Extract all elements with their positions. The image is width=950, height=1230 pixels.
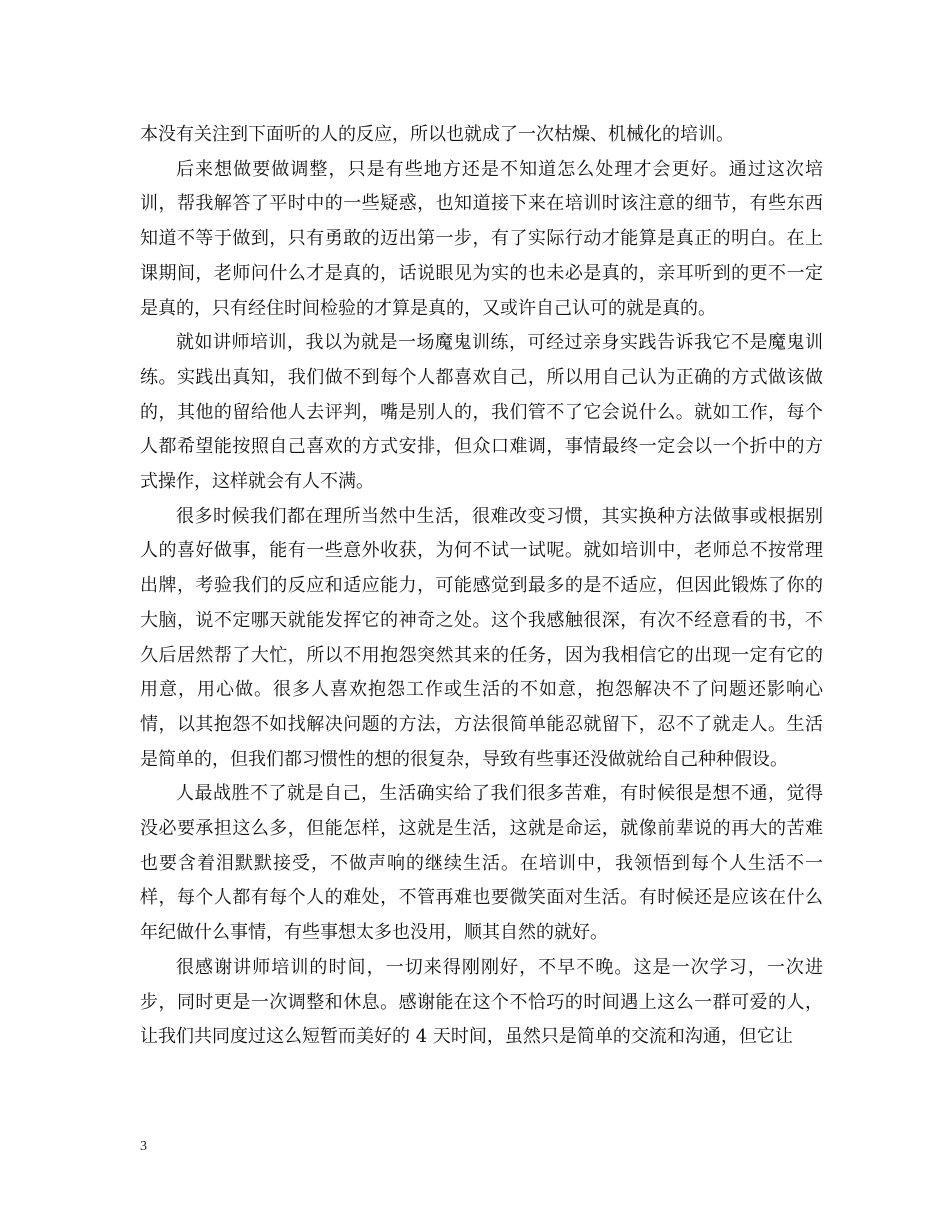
paragraph: 很感谢讲师培训的时间，一切来得刚刚好，不早不晚。这是一次学习，一次进步，同时更是一次调整和休息。感谢能在这个不恰巧的时间遇上这么一群可爱的人，让我们共同度过这么短暂而美好的 4 天时间，虽然只是简单的交流和沟通，但它让 (140, 956, 823, 1048)
paragraph: 就如讲师培训，我以为就是一场魔鬼训练，可经过亲身实践告诉我它不是魔鬼训练。实践出真知，我们做不到每个人都喜欢自己，所以用自己认为正确的方式做该做的，其他的留给他人去评判，嘴是别人的，我们管不了它会说什么。就如工作，每个人都希望能按照自己喜欢的方式安排，但众口难调，事情最终一定会以一个折中的方式操作，这样就会有人不满。 (140, 332, 823, 493)
paragraph-continuation: 本没有关注到下面听的人的反应，所以也就成了一次枯燥、机械化的培训。 (140, 124, 734, 145)
paragraph: 很多时候我们都在理所当然中生活，很难改变习惯，其实换种方法做事或根据别人的喜好做事，能有一些意外收获，为何不试一试呢。就如培训中，老师总不按常理出牌，考验我们的反应和适应能力，可能感觉到最多的是不适应，但因此锻炼了你的大脑，说不定哪天就能发挥它的神奇之处。这个我感触很深，有次不经意看的书，不久后居然帮了大忙，所以不用抱怨突然其来的任务，因为我相信它的出现一定有它的用意，用心做。很多人喜欢抱怨工作或生活的不如意，抱怨解决不了问题还影响心情，以其抱怨不如找解决问题的方法，方法很简单能忍就留下，忍不了就走人。生活是简单的，但我们都习惯性的想的很复杂，导致有些事还没做就给自己种种假设。 (140, 505, 823, 770)
document-body (140, 118, 823, 1055)
paragraph: 人最战胜不了就是自己，生活确实给了我们很多苦难，有时候很是想不通，觉得没必要承担这么多，但能怎样，这就是生活，这就是命运，就像前辈说的再大的苦难也要含着泪默默接受，不做声响的继续生活。在培训中，我领悟到每个人生活不一样，每个人都有每个人的难处，不管再难也要微笑面对生活。有时候还是应该在什么年纪做什么事情，有些事想太多也没用，顺其自然的就好。 (140, 783, 823, 944)
page-number: 3 (140, 1139, 147, 1154)
paragraph: 后来想做要做调整，只是有些地方还是不知道怎么处理才会更好。通过这次培训，帮我解答了平时中的一些疑惑，也知道接下来在培训时该注意的细节，有些东西知道不等于做到，只有勇敢的迈出第一步，有了实际行动才能算是真正的明白。在上课期间，老师问什么才是真的，话说眼见为实的也未必是真的，亲耳听到的更不一定是真的，只有经住时间检验的才算是真的，又或许自己认可的就是真的。 (140, 158, 823, 319)
